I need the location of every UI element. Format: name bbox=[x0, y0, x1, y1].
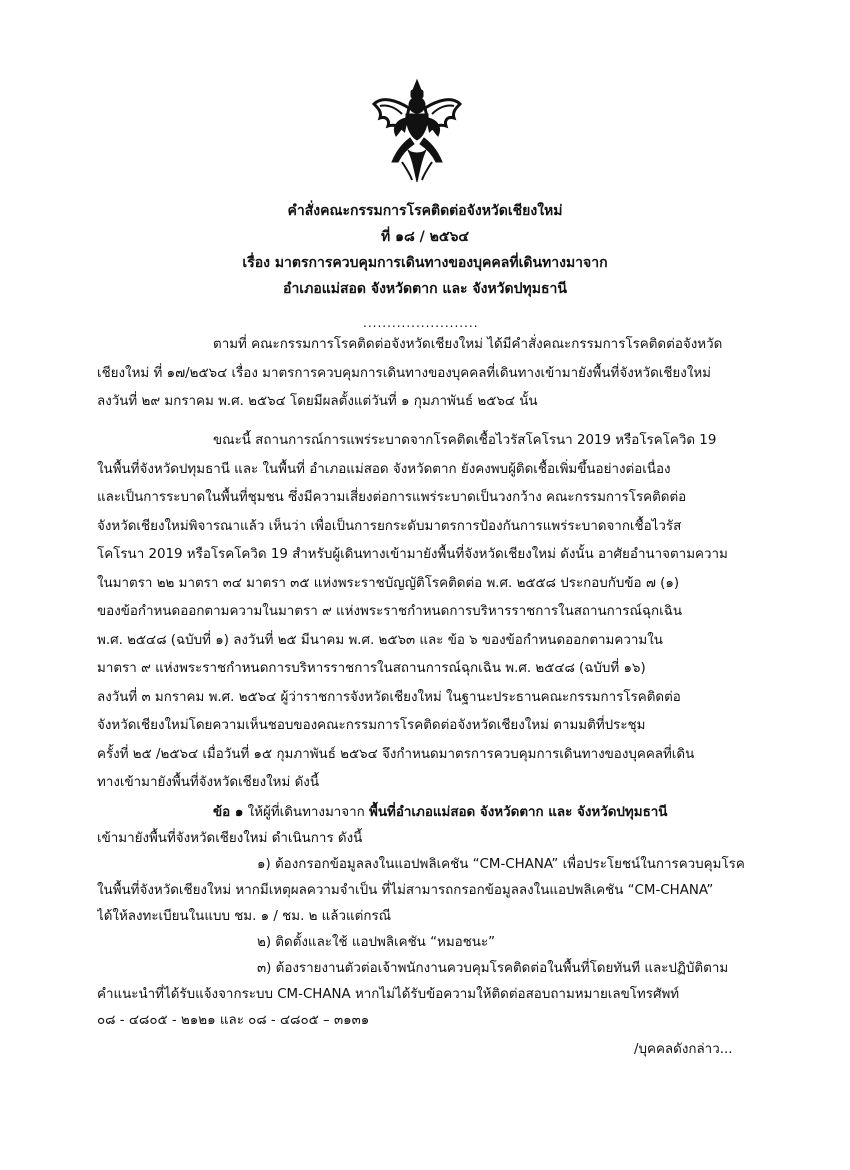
text-line: ขณะนี้ สถานการณ์การแพร่ระบาดจากโรคติดเชื้อไวรัสโคโรนา 2019 หรือโรคโควิด 19 bbox=[213, 433, 717, 448]
text-line: ลงวันที่ ๓ มกราคม พ.ศ. ๒๕๖๔ ผู้ว่าราชการจังหวัดเชียงใหม่ ในฐานะประธานคณะกรรมการโรคติดต่อ bbox=[97, 689, 681, 705]
text-line: ๐๘ - ๔๘๐๕ - ๒๑๒๑ และ ๐๘ - ๔๘๐๕ – ๓๑๓๑ bbox=[97, 1013, 370, 1028]
text-line: ๒) ติดตั้งและใช้ แอปพลิเคชัน “หมอชนะ” bbox=[257, 935, 496, 950]
text-line: เชียงใหม่ ที่ ๑๗/๒๕๖๔ เรื่อง มาตรการควบคุมการเดินทางของบุคคลที่เดินทางเข้ามายังพื้นที่จังหวัดเชียงใหม่ bbox=[97, 365, 712, 381]
order-subject: เรื่อง มาตรการควบคุมการเดินทางของบุคคลที่เดินทางมาจาก bbox=[242, 255, 608, 271]
item-1 bbox=[97, 852, 763, 930]
text-line: ทางเข้ามายังพื้นที่จังหวัดเชียงใหม่ ดังนี้ bbox=[97, 775, 319, 790]
order-title: คำสั่งคณะกรรมการโรคติดต่อจังหวัดเชียงใหม่ bbox=[287, 203, 563, 219]
text-line: จังหวัดเชียงใหม่โดยความเห็นชอบของคณะกรรมการโรคติดต่อจังหวัดเชียงใหม่ ตามมติที่ประชุม bbox=[97, 718, 646, 733]
text-line: ลงวันที่ ๒๙ มกราคม พ.ศ. ๒๕๖๔ โดยมีผลตั้งแต่วันที่ ๑ กุมภาพันธ์ ๒๕๖๔ นั้น bbox=[97, 394, 538, 409]
text-line: ในมาตรา ๒๒ มาตรา ๓๔ มาตรา ๓๕ แห่งพระราชบัญญัติโรคติดต่อ พ.ศ. ๒๕๕๘ ประกอบกับข้อ ๗ (๑) bbox=[97, 575, 680, 591]
text-line: ๑) ต้องกรอกข้อมูลลงในแอปพลิเคชัน “CM-CHANA” เพื่อประโยชน์ในการควบคุมโรค bbox=[257, 857, 745, 872]
text-line: โคโรนา 2019 หรือโรคโควิด 19 สำหรับผู้เดินทางเข้ามายังพื้นที่จังหวัดเชียงใหม่ ดังนั้น อาศัยอำนาจตามความ bbox=[97, 547, 728, 562]
text-line: จังหวัดเชียงใหม่พิจารณาแล้ว เห็นว่า เพื่อเป็นการยกระดับมาตรการป้องกันการแพร่ระบาดจากเชื้อไวรัส bbox=[97, 518, 682, 534]
order-subject-areas: อำเภอแม่สอด จังหวัดตาก และ จังหวัดปทุมธานี bbox=[283, 281, 567, 297]
text-line: พ.ศ. ๒๕๔๘ (ฉบับที่ ๑) ลงวันที่ ๒๕ มีนาคม พ.ศ. ๒๕๖๓ และ ข้อ ๖ ของข้อกำหนดออกตามความใน bbox=[97, 632, 663, 648]
text-line: คำแนะนำที่ได้รับแจ้งจากระบบ CM-CHANA หากไม่ได้รับข้อความให้ติดต่อสอบถามหมายเลขโทรศัพท์ bbox=[97, 987, 680, 1002]
continuation-note: /บุคคลดังกล่าว... bbox=[634, 1042, 733, 1057]
clause-1-heading bbox=[97, 800, 763, 826]
separator-dots: ........................ bbox=[363, 316, 479, 330]
paragraph-background bbox=[97, 331, 763, 417]
order-number: ที่ ๑๘ / ๒๕๖๔ bbox=[381, 229, 469, 245]
text-line: ๓) ต้องรายงานตัวต่อเจ้าพนักงานควบคุมโรคติดต่อในพื้นที่โดยทันที และปฏิบัติตาม bbox=[257, 961, 729, 976]
text-line: เข้ามายังพื้นที่จังหวัดเชียงใหม่ ดำเนินการ ดังนี้ bbox=[97, 831, 363, 846]
text-line: และเป็นการระบาดในพื้นที่ชุมชน ซึ่งมีความเสี่ยงต่อการแพร่ระบาดเป็นวงกว้าง คณะกรรมการโรคติดต่อ bbox=[97, 490, 687, 505]
text-line: ของข้อกำหนดออกตามความในมาตรา ๙ แห่งพระราชกำหนดการบริหารราชการในสถานการณ์ฉุกเฉิน bbox=[97, 604, 683, 619]
clause-text: ให้ผู้ที่เดินทางมาจาก bbox=[243, 805, 370, 820]
text-line: มาตรา ๙ แห่งพระราชกำหนดการบริหารราชการในสถานการณ์ฉุกเฉิน พ.ศ. ๒๕๔๘ (ฉบับที่ ๑๖) bbox=[97, 661, 646, 676]
order-header bbox=[0, 198, 850, 302]
text-line: ได้ให้ลงทะเบียนในแบบ ชม. ๑ / ชม. ๒ แล้วแต่กรณี bbox=[97, 909, 392, 924]
item-3 bbox=[97, 956, 763, 1034]
item-2 bbox=[97, 930, 763, 956]
paragraph-situation bbox=[97, 427, 763, 798]
text-line: ในพื้นที่จังหวัดปทุมธานี และ ในพื้นที่ อำเภอแม่สอด จังหวัดตาก ยังคงพบผู้ติดเชื้อเพิ่มขึ้นอย่างต่อเนื่อง bbox=[97, 461, 671, 477]
text-line: ตามที่ คณะกรรมการโรคติดต่อจังหวัดเชียงใหม่ ได้มีคำสั่งคณะกรรมการโรคติดต่อจังหวัด bbox=[213, 337, 723, 352]
text-line: ในพื้นที่จังหวัดเชียงใหม่ หากมีเหตุผลความจำเป็น ที่ไม่สามารถกรอกข้อมูลลงในแอปพลิเคชัน “CM-CHANA” bbox=[97, 883, 714, 898]
text-line: ครั้งที่ ๒๕ /๒๕๖๔ เมื่อวันที่ ๑๕ กุมภาพันธ์ ๒๕๖๔ จึงกำหนดมาตรการควบคุมการเดินทางของบุคคลที่เดิน bbox=[97, 746, 695, 762]
clause-areas: พื้นที่อำเภอแม่สอด จังหวัดตาก และ จังหวัดปทุมธานี bbox=[369, 805, 668, 820]
clause-1 bbox=[97, 800, 763, 852]
garuda-emblem-icon bbox=[372, 78, 462, 186]
clause-label: ข้อ ๑ bbox=[213, 805, 244, 820]
